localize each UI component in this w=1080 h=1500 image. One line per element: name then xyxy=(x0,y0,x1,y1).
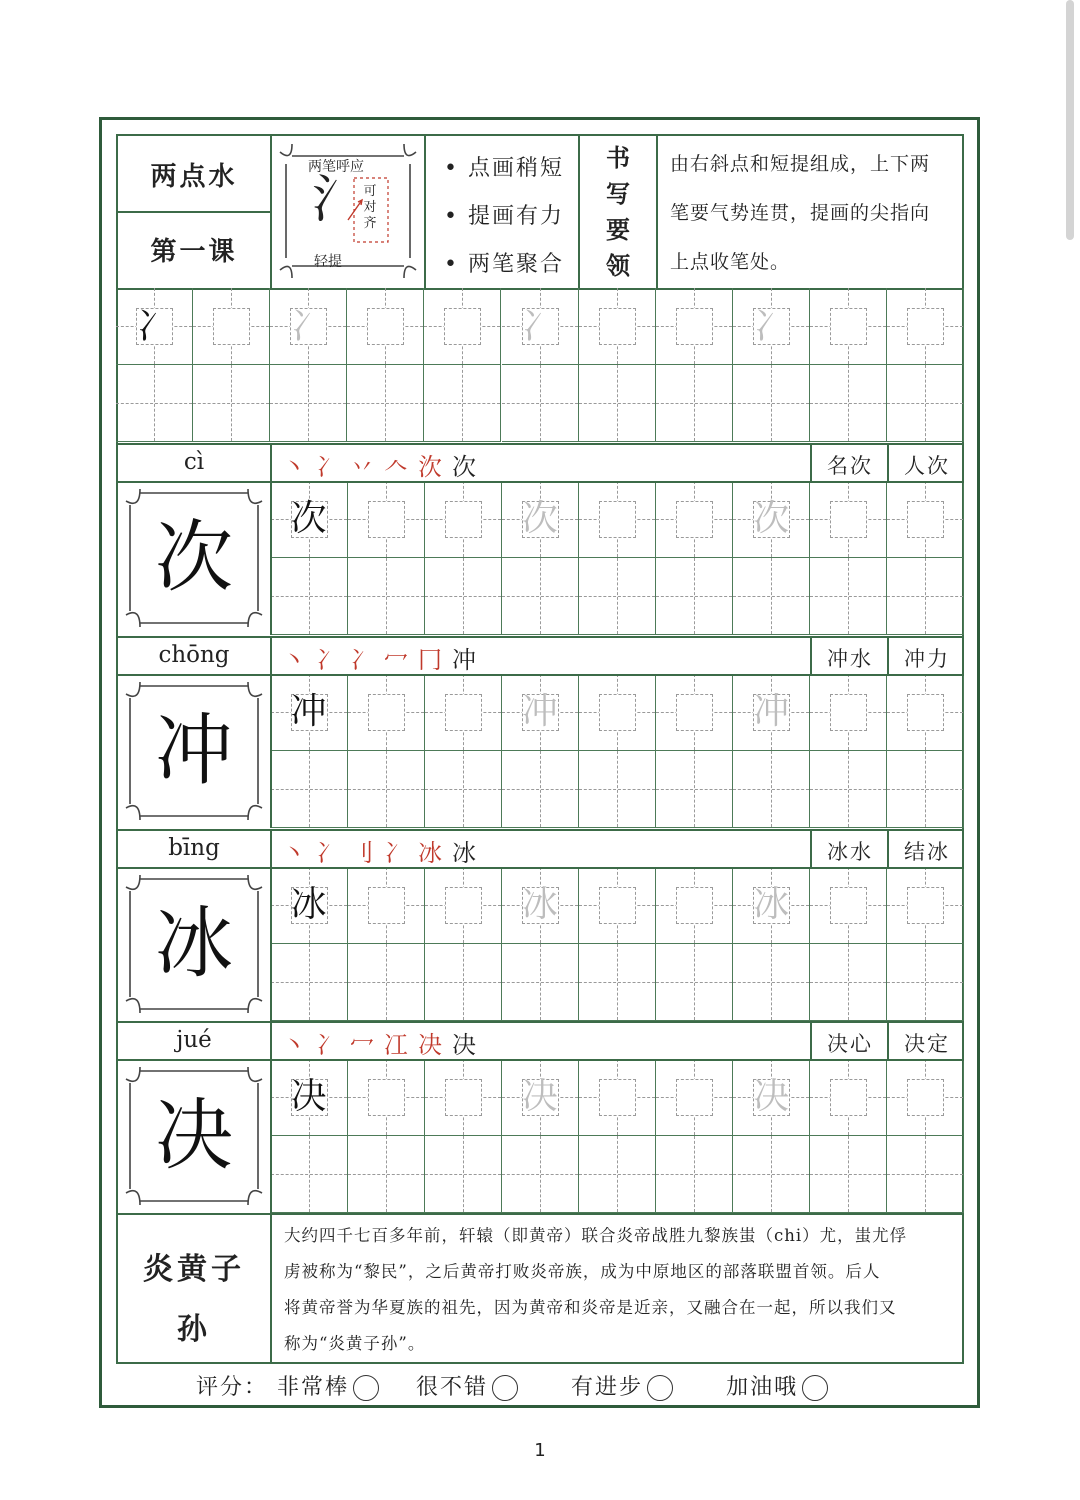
trace-box xyxy=(445,887,482,924)
trace-box xyxy=(368,501,405,538)
trace-box xyxy=(907,694,944,731)
grid-cell xyxy=(810,751,887,828)
model-character: 决 xyxy=(290,1076,327,1117)
scrollbar[interactable] xyxy=(1066,0,1074,240)
grid-cell xyxy=(887,1136,964,1213)
grid-cell xyxy=(425,1136,502,1213)
trace-box xyxy=(676,694,713,731)
diagram-bottom-note: 轻提 xyxy=(314,254,342,270)
grid-cell xyxy=(733,558,810,635)
model-character: 冰 xyxy=(290,884,327,925)
rating-option-keep-going[interactable]: 加油哦 xyxy=(726,1375,828,1400)
grid-cell xyxy=(810,365,887,442)
grid-cell xyxy=(579,944,656,1021)
grid-cell xyxy=(347,365,424,442)
rating-circle[interactable] xyxy=(353,1375,379,1401)
grid-cell xyxy=(271,1136,348,1213)
grid-cell xyxy=(270,365,347,442)
grid-cell xyxy=(810,558,887,635)
trace-box xyxy=(368,887,405,924)
example-word: 决定 xyxy=(904,1032,950,1056)
grid-cell xyxy=(656,365,733,442)
pinyin-label: jué xyxy=(176,1027,212,1053)
trace-box xyxy=(830,1079,867,1116)
trace-box xyxy=(599,1079,636,1116)
grid-cell xyxy=(271,944,348,1021)
rating-circle[interactable] xyxy=(802,1375,828,1401)
grid-cell xyxy=(579,558,656,635)
grid-cell xyxy=(425,558,502,635)
radical-practice-model: 冫 xyxy=(135,306,172,347)
example-word: 冲水 xyxy=(827,647,873,671)
trace-box xyxy=(445,694,482,731)
trace-box xyxy=(676,308,713,345)
grid-cell xyxy=(733,1136,810,1213)
grid-cell xyxy=(348,558,425,635)
example-word: 结冰 xyxy=(904,840,950,864)
trace-box xyxy=(368,1079,405,1116)
pinyin-label: bīng xyxy=(168,835,220,861)
trace-character: 决 xyxy=(753,1076,790,1117)
story-title: 炎黄子 孙 xyxy=(143,1252,245,1347)
grid-cell xyxy=(887,944,964,1021)
grid-cell xyxy=(502,365,579,442)
trace-character: 冲 xyxy=(753,691,790,732)
radical-trace: 冫 xyxy=(752,306,789,347)
trace-box xyxy=(599,308,636,345)
trace-box xyxy=(213,308,250,345)
trace-box xyxy=(830,501,867,538)
grid-cell xyxy=(887,751,964,828)
trace-box xyxy=(830,887,867,924)
main-character: 次 xyxy=(154,513,233,603)
rating-circle[interactable] xyxy=(647,1375,673,1401)
diagram-side-note: 可对齐 xyxy=(363,184,377,231)
trace-box xyxy=(830,308,867,345)
grid-cell xyxy=(887,365,964,442)
trace-box xyxy=(676,887,713,924)
trace-character: 次 xyxy=(521,498,558,539)
trace-character: 次 xyxy=(753,498,790,539)
trace-box xyxy=(907,308,944,345)
grid-cell xyxy=(733,365,810,442)
main-character: 冲 xyxy=(154,706,233,796)
stroke-order: 丶冫丷𠆢㳄次 xyxy=(282,453,486,481)
trace-box xyxy=(676,501,713,538)
trace-box xyxy=(676,1079,713,1116)
grid-cell xyxy=(579,751,656,828)
trace-box xyxy=(445,1079,482,1116)
trace-box xyxy=(907,1079,944,1116)
trace-box xyxy=(367,308,404,345)
stroke-title: 两点水 xyxy=(150,162,238,192)
stroke-order: 丶冫刂冫冰冰 xyxy=(282,839,486,867)
grid-cell xyxy=(579,1136,656,1213)
trace-character: 冰 xyxy=(521,884,558,925)
grid-cell xyxy=(810,944,887,1021)
grid-cell xyxy=(348,1136,425,1213)
pinyin-label: chōng xyxy=(158,642,230,668)
main-character: 决 xyxy=(154,1091,233,1181)
grid-cell xyxy=(348,751,425,828)
trace-character: 冲 xyxy=(521,691,558,732)
model-character: 次 xyxy=(290,498,327,539)
rating-option-good[interactable]: 很不错 xyxy=(416,1375,518,1400)
grid-cell xyxy=(271,558,348,635)
trace-box xyxy=(830,694,867,731)
radical-glyph: 氵 xyxy=(312,170,365,230)
grid-cell xyxy=(425,751,502,828)
grid-cell xyxy=(502,751,579,828)
grid-cell xyxy=(887,558,964,635)
grid-cell xyxy=(502,558,579,635)
grid-cell xyxy=(193,365,270,442)
grid-cell xyxy=(502,944,579,1021)
rating-bar xyxy=(196,1370,916,1401)
stroke-order: 丶冫冖冮决决 xyxy=(282,1031,486,1059)
page-number: 1 xyxy=(534,1440,546,1461)
grid-cell xyxy=(271,751,348,828)
trace-box xyxy=(445,501,482,538)
grid-cell xyxy=(348,944,425,1021)
main-character: 冰 xyxy=(154,899,233,989)
grid-cell xyxy=(424,365,501,442)
radical-trace: 冫 xyxy=(520,306,557,347)
grid-cell xyxy=(656,944,733,1021)
rating-label: 评分： xyxy=(196,1375,269,1400)
grid-cell xyxy=(733,944,810,1021)
example-word: 人次 xyxy=(904,454,950,478)
example-word: 冲力 xyxy=(904,647,950,671)
grid-cell xyxy=(656,1136,733,1213)
grid-cell xyxy=(502,1136,579,1213)
model-character: 冲 xyxy=(290,691,327,732)
key-label: 书写要领 xyxy=(606,143,630,280)
grid-cell xyxy=(579,365,656,442)
example-word: 名次 xyxy=(827,454,873,478)
example-word: 冰水 xyxy=(827,840,873,864)
trace-character: 冰 xyxy=(753,884,790,925)
trace-box xyxy=(599,501,636,538)
diagram-top-note: 两笔呼应 xyxy=(308,159,364,175)
pinyin-label: cì xyxy=(183,449,205,475)
rating-option-excellent[interactable]: 非常棒 xyxy=(277,1375,379,1400)
rating-circle[interactable] xyxy=(492,1375,518,1401)
grid-cell xyxy=(810,1136,887,1213)
trace-box xyxy=(368,694,405,731)
trace-box xyxy=(444,308,481,345)
radical-trace: 冫 xyxy=(289,306,326,347)
stroke-order: 丶冫冫冖冂冲 xyxy=(282,646,486,674)
trace-box xyxy=(907,501,944,538)
grid-cell xyxy=(656,751,733,828)
lesson-label: 第一课 xyxy=(150,237,238,267)
trace-box xyxy=(599,887,636,924)
tip-item: • 提画有力 xyxy=(444,204,564,229)
grid-cell xyxy=(116,365,193,442)
grid-cell xyxy=(733,751,810,828)
trace-box xyxy=(907,887,944,924)
rating-option-improving[interactable]: 有进步 xyxy=(571,1375,673,1400)
tip-item: • 两笔聚合 xyxy=(444,252,564,277)
trace-box xyxy=(599,694,636,731)
trace-character: 决 xyxy=(521,1076,558,1117)
example-word: 决心 xyxy=(827,1032,873,1056)
grid-cell xyxy=(656,558,733,635)
grid-cell xyxy=(425,944,502,1021)
story-text: 大约四千七百多年前，轩辕（即黄帝）联合炎帝战胜九黎族蚩（chi）尤，蚩尤俘 虏被称为“黎民”，之后黄帝打败炎帝族，成为中原地区的部落联盟首领。后人 将黄帝誉为华夏族的祖先，因为黄帝和炎帝是近亲，又融合在一起，所以我们又 称为“炎黄子孙”。 xyxy=(284,1226,908,1353)
writing-description: 由右斜点和短提组成，上下两 笔要气势连贯，提画的尖指向 上点收笔处。 xyxy=(670,153,931,273)
tip-item: • 点画稍短 xyxy=(444,156,564,181)
